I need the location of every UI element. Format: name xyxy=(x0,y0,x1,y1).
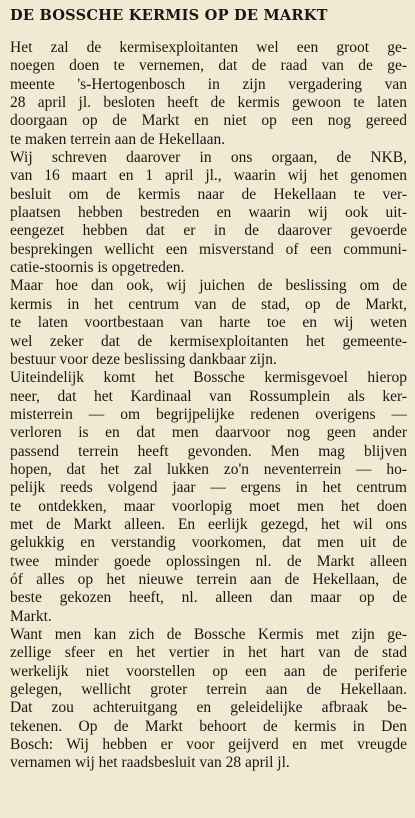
text-line: pelijk reeds volgend jaar — ergens in het centrum xyxy=(10,479,407,497)
text-line: gelukkig en verstandig voorkomen, dat men uit de xyxy=(10,534,407,552)
text-line: verloren is en dat men daarvoor nog geen ander xyxy=(10,424,407,442)
text-line: Maar hoe dan ook, wij juichen de beslissing om de xyxy=(10,277,407,295)
text-line: Dat zou achteruitgang en geleidelijke afbraak be- xyxy=(10,699,407,717)
text-line: meente 's-Hertogenbosch in zijn vergadering van xyxy=(10,75,407,93)
text-line: misterrein — om begrijpelijke redenen overigens — xyxy=(10,405,407,423)
text-line: neer, dat het Kardinaal van Rossumplein als ker- xyxy=(10,387,407,405)
text-line: doorgaan op de Markt en niet op een nog gereed xyxy=(10,112,407,130)
text-line: besluit om de kermis naar de Hekellaan te ver- xyxy=(10,185,407,203)
text-line: Markt. xyxy=(10,607,52,625)
article-paragraph xyxy=(10,369,407,626)
article-paragraph xyxy=(10,39,407,149)
text-line: Uiteindelijk komt het Bossche kermisgevoel hierop xyxy=(10,369,407,387)
text-line: met de Markt alleen. En eerlijk gezegd, het wil ons xyxy=(10,515,407,533)
text-line: tekenen. Op de Markt behoort de kermis in Den xyxy=(10,717,407,735)
text-line: van 16 maart en 1 april jl., waarin wij het genomen xyxy=(10,167,407,185)
text-line: Wij schreven daarover in ons orgaan, de NKB, xyxy=(10,149,407,167)
text-line: kermis in het centrum van de stad, op de Markt, xyxy=(10,295,407,313)
article-paragraph xyxy=(10,626,407,773)
article-headline: DE BOSSCHE KERMIS OP DE MARKT xyxy=(10,7,328,24)
text-line: beste gekozen heeft, nl. alleen dan maar op de xyxy=(10,589,407,607)
text-line: te maken terrein aan de Hekellaan. xyxy=(10,130,226,148)
text-line: eengezet hebben dat er in de daarover gevoerde xyxy=(10,222,407,240)
article-paragraph xyxy=(10,277,407,369)
article-body xyxy=(10,39,407,773)
text-line: te ontdekken, maar voorlopig moet men het doen xyxy=(10,497,407,515)
text-line: bestuur voor deze beslissing dankbaar zijn. xyxy=(10,350,277,368)
text-line: wel zeker dat de kermisexploitanten het gemeente- xyxy=(10,332,407,350)
text-line: zellige sfeer en het vertier in het hart van de stad xyxy=(10,644,407,662)
text-line: óf alles op het nieuwe terrein aan de Hekellaan, de xyxy=(10,570,407,588)
text-line: vernamen wij het raadsbesluit van 28 april jl. xyxy=(10,754,290,772)
text-line: plaatsen hebben bestreden en waarin wij ook uit- xyxy=(10,204,407,222)
article-paragraph xyxy=(10,149,407,277)
text-line: te laten voortbestaan van harte toe en wij weten xyxy=(10,314,407,332)
text-line: 28 april jl. besloten heeft de kermis gewoon te laten xyxy=(10,94,407,112)
text-line: werkelijk niet voorstellen op een aan de periferie xyxy=(10,662,407,680)
text-line: Bosch: Wij hebben er voor geijverd en met vreugde xyxy=(10,736,407,754)
text-line: passend terrein heeft gevonden. Men mag blijven xyxy=(10,442,407,460)
text-line: hopen, dat het zal lukken zo'n neventerrein — ho- xyxy=(10,460,407,478)
text-line: gelegen, wellicht groter terrein aan de Hekellaan. xyxy=(10,681,407,699)
text-line: catie-stoornis is opgetreden. xyxy=(10,259,185,277)
text-line: besprekingen wellicht een misverstand of een communi- xyxy=(10,240,407,258)
text-line: Het zal de kermisexploitanten wel een groot ge- xyxy=(10,39,407,56)
text-line: twee minder goede oplossingen nl. de Markt alleen xyxy=(10,552,407,570)
text-line: Want men kan zich de Bossche Kermis met zijn ge- xyxy=(10,626,407,643)
text-line: noegen doen te vernemen, dat de raad van de ge- xyxy=(10,57,407,75)
